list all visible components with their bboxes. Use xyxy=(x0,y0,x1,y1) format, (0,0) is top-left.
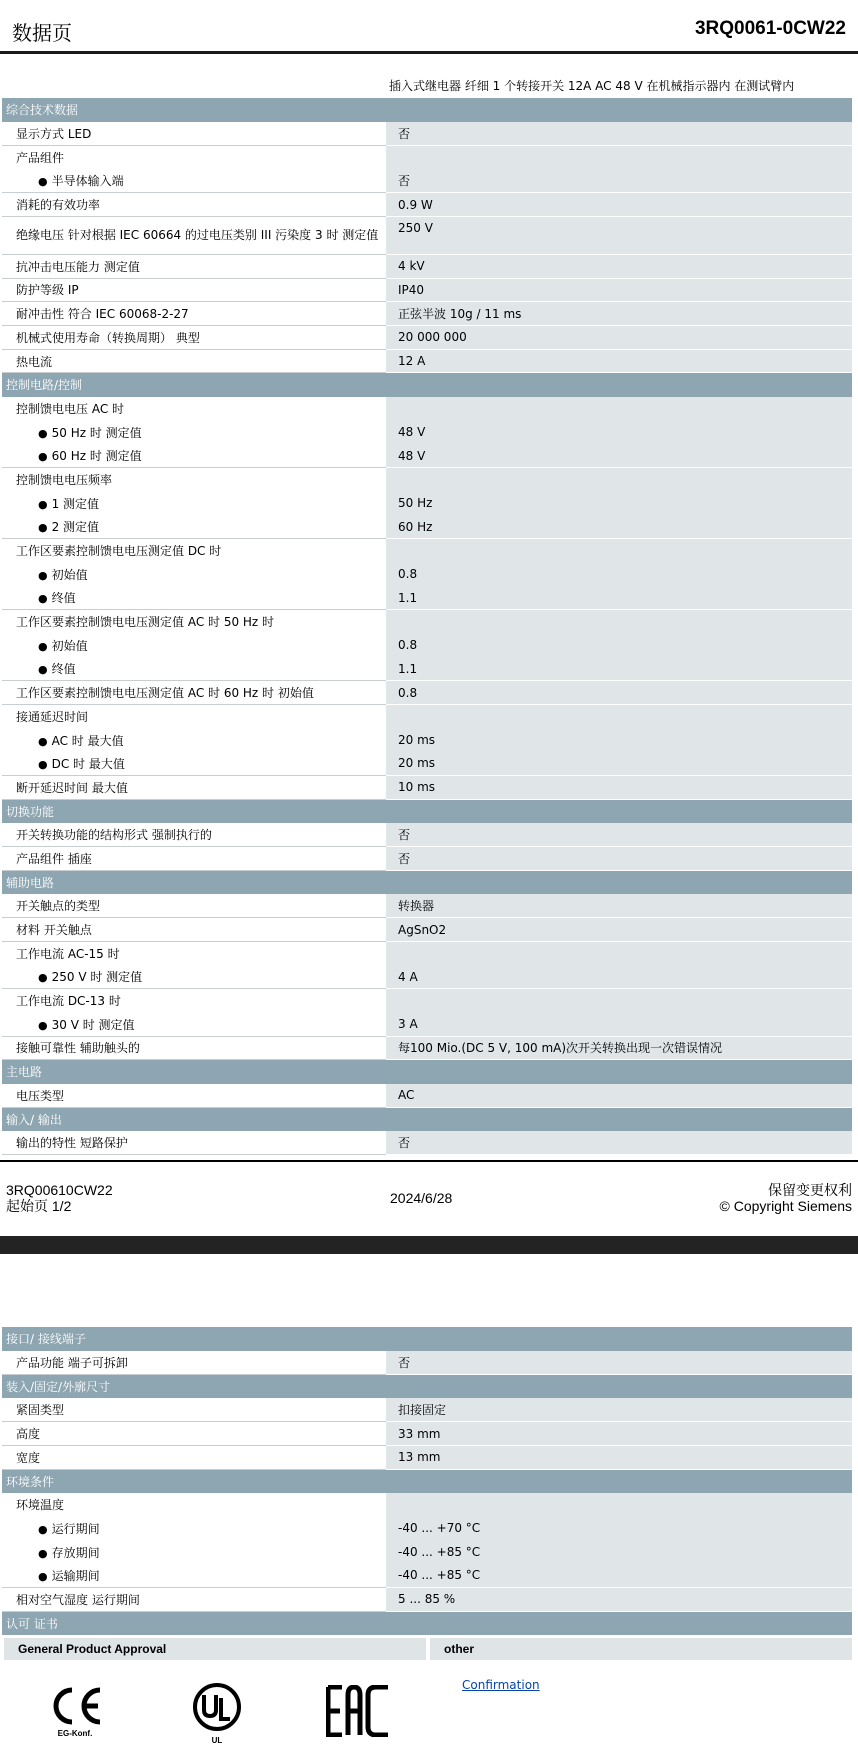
bullet-icon: ● xyxy=(38,1546,48,1560)
spec-value: 否 xyxy=(386,823,852,847)
spec-label-cell xyxy=(2,1351,386,1375)
spec-label-cell xyxy=(2,1422,386,1446)
spec-label-cell xyxy=(2,1588,386,1612)
spec-row xyxy=(2,444,852,468)
spec-value: 48 V xyxy=(386,444,852,468)
page-header xyxy=(0,0,858,54)
page-footer xyxy=(0,1178,858,1218)
spec-value: 5 ... 85 % xyxy=(386,1588,852,1612)
spec-value: 60 Hz xyxy=(386,515,852,539)
section-header xyxy=(2,1327,852,1351)
bullet-icon: ● xyxy=(38,426,48,440)
spec-row xyxy=(2,1012,852,1036)
certificate-header-row xyxy=(4,1638,852,1660)
spec-row xyxy=(2,1422,852,1446)
section-title: 切换功能 xyxy=(2,799,852,823)
spec-label-cell xyxy=(2,1517,386,1541)
spec-value: 48 V xyxy=(386,420,852,444)
section-title: 辅助电路 xyxy=(2,870,852,894)
bullet-icon: ● xyxy=(38,734,48,748)
spec-value xyxy=(386,145,852,169)
spec-row xyxy=(2,278,852,302)
spec-label: 控制馈电电压 AC 时 xyxy=(16,401,125,416)
spec-label-cell xyxy=(2,302,386,326)
spec-row xyxy=(2,586,852,610)
spec-label: 产品功能 端子可拆卸 xyxy=(16,1355,128,1370)
spec-label-cell xyxy=(2,941,386,965)
spec-label: 1 测定值 xyxy=(51,496,100,511)
spec-label: 绝缘电压 针对根据 IEC 60664 的过电压类别 III 污染度 3 时 测定值 xyxy=(16,227,379,242)
spec-label-cell xyxy=(2,823,386,847)
spec-value: 否 xyxy=(386,1351,852,1375)
spec-row xyxy=(2,193,852,217)
ul-mark-icon xyxy=(192,1682,242,1732)
spec-value: 正弦半波 10g / 11 ms xyxy=(386,302,852,326)
spec-label-cell xyxy=(2,705,386,729)
spec-row xyxy=(2,847,852,871)
spec-row xyxy=(2,776,852,800)
spec-label: 半导体输入端 xyxy=(51,174,124,189)
spec-label-cell xyxy=(2,633,386,657)
spec-label: 热电流 xyxy=(16,354,53,369)
spec-row xyxy=(2,468,852,492)
bullet-icon: ● xyxy=(38,497,48,511)
spec-label: 250 V 时 测定值 xyxy=(51,970,143,985)
bullet-icon: ● xyxy=(38,450,48,464)
certificate-col-general: General Product Approval xyxy=(4,1638,426,1660)
footer-page: 起始页 1/2 xyxy=(6,1198,72,1214)
spec-row xyxy=(2,657,852,681)
spec-row xyxy=(2,1084,852,1108)
spec-value: 3 A xyxy=(386,1012,852,1036)
spec-value: 1.1 xyxy=(386,586,852,610)
spec-row xyxy=(2,894,852,918)
section-header xyxy=(2,870,852,894)
spec-value: 50 Hz xyxy=(386,491,852,515)
section-header xyxy=(2,1060,852,1084)
spec-label: 工作电流 DC-13 时 xyxy=(16,994,121,1009)
spec-row xyxy=(2,989,852,1013)
spec-label: 开关转换功能的结构形式 强制执行的 xyxy=(16,828,212,843)
spec-value xyxy=(386,1493,852,1517)
spec-row xyxy=(2,728,852,752)
spec-value: 4 A xyxy=(386,965,852,989)
footer-date: 2024/6/28 xyxy=(390,1190,453,1206)
spec-row xyxy=(2,216,852,254)
spec-label: 2 测定值 xyxy=(51,520,100,535)
spec-row xyxy=(2,941,852,965)
spec-value: 4 kV xyxy=(386,254,852,278)
spec-label: 断开延迟时间 最大值 xyxy=(16,780,128,795)
section-header xyxy=(2,98,852,122)
spec-label: 工作区要素控制馈电电压测定值 AC 时 50 Hz 时 xyxy=(16,615,275,630)
spec-label-cell xyxy=(2,397,386,421)
spec-value: 12 A xyxy=(386,349,852,373)
spec-row xyxy=(2,349,852,373)
spec-row xyxy=(2,1564,852,1588)
spec-label: 终值 xyxy=(51,662,76,677)
footer-copyright: © Copyright Siemens xyxy=(719,1198,852,1214)
bullet-icon: ● xyxy=(38,639,48,653)
spec-label: 宽度 xyxy=(16,1450,41,1465)
spec-label-cell xyxy=(2,1084,386,1108)
spec-value: AgSnO2 xyxy=(386,918,852,942)
spec-label: 运行期间 xyxy=(51,1521,100,1536)
spec-label-cell xyxy=(2,122,386,146)
bullet-icon: ● xyxy=(38,1018,48,1032)
spec-row xyxy=(2,823,852,847)
spec-label-cell xyxy=(2,1445,386,1469)
section-header xyxy=(2,1469,852,1493)
spec-label: 开关触点的类型 xyxy=(16,899,101,914)
spec-label: DC 时 最大值 xyxy=(51,756,125,771)
spec-row xyxy=(2,397,852,421)
spec-row xyxy=(2,539,852,563)
page-title: 数据页 xyxy=(12,21,72,45)
spec-value xyxy=(386,705,852,729)
spec-label: 工作电流 AC-15 时 xyxy=(16,946,120,961)
spec-value: 33 mm xyxy=(386,1422,852,1446)
ce-mark-icon xyxy=(48,1686,104,1726)
spec-value: AC xyxy=(386,1084,852,1108)
spec-row xyxy=(2,169,852,193)
bullet-icon: ● xyxy=(38,663,48,677)
spec-row xyxy=(2,145,852,169)
spec-label: 相对空气湿度 运行期间 xyxy=(16,1592,140,1607)
section-title: 输入/ 输出 xyxy=(2,1107,852,1131)
spec-row xyxy=(2,705,852,729)
spec-label-cell xyxy=(2,169,386,193)
spec-label-cell xyxy=(2,468,386,492)
product-description: 插入式继电器 纤细 1 个转接开关 12A AC 48 V 在机械指示器内 在测试臂内 xyxy=(389,79,795,93)
ul-caption: UL xyxy=(211,1736,223,1745)
spec-label-cell xyxy=(2,989,386,1013)
spec-row xyxy=(2,491,852,515)
section-title: 装入/固定/外廓尺寸 xyxy=(2,1374,852,1398)
spec-value: -40 ... +85 °C xyxy=(386,1564,852,1588)
spec-label: 工作区要素控制馈电电压测定值 AC 时 60 Hz 时 初始值 xyxy=(16,686,314,701)
spec-label-cell xyxy=(2,444,386,468)
spec-value: 0.8 xyxy=(386,562,852,586)
spec-label-cell xyxy=(2,1564,386,1588)
spec-label-cell xyxy=(2,776,386,800)
footer-rights: 保留变更权利 xyxy=(768,1182,852,1198)
spec-row xyxy=(2,1398,852,1422)
spec-label: 终值 xyxy=(51,591,76,606)
bullet-icon: ● xyxy=(38,1569,48,1583)
spec-label: 存放期间 xyxy=(51,1545,100,1560)
spec-label-cell xyxy=(2,1493,386,1517)
spec-row xyxy=(2,752,852,776)
spec-label: 接通延迟时间 xyxy=(16,710,89,725)
spec-row xyxy=(2,254,852,278)
bullet-icon: ● xyxy=(38,521,48,535)
bullet-icon: ● xyxy=(38,175,48,189)
section-title: 主电路 xyxy=(2,1060,852,1084)
spec-label-cell xyxy=(2,491,386,515)
spec-row xyxy=(2,918,852,942)
eac-mark-icon xyxy=(326,1685,390,1737)
bullet-icon: ● xyxy=(38,971,48,985)
spec-label: AC 时 最大值 xyxy=(51,733,124,748)
spec-value: 20 000 000 xyxy=(386,326,852,350)
spec-row xyxy=(2,1445,852,1469)
spec-row xyxy=(2,1036,852,1060)
section-header xyxy=(2,373,852,397)
spec-label: 初始值 xyxy=(51,567,88,582)
spec-label-cell xyxy=(2,1540,386,1564)
spec-label: 防护等级 IP xyxy=(16,283,79,298)
spec-value: 否 xyxy=(386,122,852,146)
spec-value: 否 xyxy=(386,169,852,193)
spec-value: 0.8 xyxy=(386,633,852,657)
spec-row xyxy=(2,1131,852,1155)
spec-value: 250 V xyxy=(386,216,852,254)
section-title: 控制电路/控制 xyxy=(2,373,852,397)
spec-value: 否 xyxy=(386,847,852,871)
spec-label: 30 V 时 测定值 xyxy=(51,1017,135,1032)
spec-value: 20 ms xyxy=(386,728,852,752)
spec-row xyxy=(2,1351,852,1375)
spec-label: 材料 开关触点 xyxy=(16,923,92,938)
spec-label: 环境温度 xyxy=(16,1498,65,1513)
spec-value: 转换器 xyxy=(386,894,852,918)
spec-value: 20 ms xyxy=(386,752,852,776)
page-separator xyxy=(0,1236,858,1254)
spec-row xyxy=(2,1493,852,1517)
spec-value xyxy=(386,941,852,965)
spec-label-cell xyxy=(2,847,386,871)
spec-value xyxy=(386,610,852,634)
spec-row xyxy=(2,610,852,634)
certificate-col-other: other xyxy=(430,1638,852,1660)
spec-label-cell xyxy=(2,420,386,444)
spec-label-cell xyxy=(2,728,386,752)
ce-caption: EG-Konf. xyxy=(57,1729,93,1738)
spec-label: 高度 xyxy=(16,1427,41,1442)
spec-label: 消耗的有效功率 xyxy=(16,198,101,213)
spec-label: 50 Hz 时 测定值 xyxy=(51,425,142,440)
spec-value: IP40 xyxy=(386,278,852,302)
spec-label-cell xyxy=(2,1036,386,1060)
spec-value: 0.9 W xyxy=(386,193,852,217)
spec-row xyxy=(2,302,852,326)
spec-row xyxy=(2,681,852,705)
spec-label: 产品组件 xyxy=(16,150,65,165)
spec-label-cell xyxy=(2,1131,386,1155)
spec-label-cell xyxy=(2,1398,386,1422)
table-end-rule xyxy=(0,1160,858,1162)
spec-label-cell xyxy=(2,515,386,539)
spec-table-page-1 xyxy=(2,98,852,1155)
spec-label: 抗冲击电压能力 测定值 xyxy=(16,259,140,274)
spec-label: 接触可靠性 辅助触头的 xyxy=(16,1041,140,1056)
spec-row xyxy=(2,420,852,444)
spec-row xyxy=(2,1540,852,1564)
spec-label-cell xyxy=(2,326,386,350)
spec-label: 初始值 xyxy=(51,638,88,653)
spec-row xyxy=(2,326,852,350)
confirmation-link[interactable]: Confirmation xyxy=(462,1678,540,1692)
spec-label-cell xyxy=(2,657,386,681)
footer-code: 3RQ00610CW22 xyxy=(6,1182,113,1198)
spec-row xyxy=(2,633,852,657)
spec-value: 0.8 xyxy=(386,681,852,705)
product-code: 3RQ0061-0CW22 xyxy=(694,18,846,39)
spec-row xyxy=(2,1517,852,1541)
spec-value: 10 ms xyxy=(386,776,852,800)
section-header xyxy=(2,1107,852,1131)
spec-label-cell xyxy=(2,1012,386,1036)
spec-value xyxy=(386,468,852,492)
section-header xyxy=(2,799,852,823)
spec-label: 输出的特性 短路保护 xyxy=(16,1135,128,1150)
bullet-icon: ● xyxy=(38,1522,48,1536)
spec-label: 耐冲击性 符合 IEC 60068-2-27 xyxy=(16,307,189,322)
spec-value xyxy=(386,539,852,563)
bullet-icon: ● xyxy=(38,592,48,606)
section-title: 认可 证书 xyxy=(2,1611,852,1635)
spec-label: 产品组件 插座 xyxy=(16,851,92,866)
spec-label-cell xyxy=(2,193,386,217)
spec-label-cell xyxy=(2,681,386,705)
section-header xyxy=(2,1374,852,1398)
spec-label-cell xyxy=(2,539,386,563)
spec-value: -40 ... +85 °C xyxy=(386,1540,852,1564)
spec-value xyxy=(386,989,852,1013)
spec-label-cell xyxy=(2,610,386,634)
spec-label: 工作区要素控制馈电电压测定值 DC 时 xyxy=(16,544,222,559)
spec-label-cell xyxy=(2,145,386,169)
spec-label-cell xyxy=(2,965,386,989)
spec-row xyxy=(2,515,852,539)
spec-label: 紧固类型 xyxy=(16,1403,65,1418)
spec-label-cell xyxy=(2,278,386,302)
spec-table-page-2 xyxy=(2,1327,852,1635)
spec-label-cell xyxy=(2,254,386,278)
spec-label-cell xyxy=(2,216,386,254)
spec-label-cell xyxy=(2,752,386,776)
spec-label: 电压类型 xyxy=(16,1088,65,1103)
spec-label: 机械式使用寿命（转换周期） 典型 xyxy=(16,330,200,345)
section-header xyxy=(2,1611,852,1635)
spec-row xyxy=(2,122,852,146)
spec-value: 每100 Mio.(DC 5 V, 100 mA)次开关转换出现一次错误情况 xyxy=(386,1036,852,1060)
section-title: 环境条件 xyxy=(2,1469,852,1493)
spec-value: 扣接固定 xyxy=(386,1398,852,1422)
spec-value: 13 mm xyxy=(386,1445,852,1469)
section-title: 接口/ 接线端子 xyxy=(2,1327,852,1351)
spec-label: 控制馈电电压频率 xyxy=(16,473,113,488)
spec-row xyxy=(2,1588,852,1612)
bullet-icon: ● xyxy=(38,568,48,582)
spec-label-cell xyxy=(2,562,386,586)
spec-label: 运输期间 xyxy=(51,1568,100,1583)
spec-label: 60 Hz 时 测定值 xyxy=(51,449,142,464)
spec-row xyxy=(2,965,852,989)
spec-label-cell xyxy=(2,586,386,610)
spec-label: 显示方式 LED xyxy=(16,126,92,141)
spec-row xyxy=(2,562,852,586)
bullet-icon: ● xyxy=(38,757,48,771)
spec-label-cell xyxy=(2,918,386,942)
section-title: 综合技术数据 xyxy=(2,98,852,122)
spec-value: -40 ... +70 °C xyxy=(386,1517,852,1541)
spec-label-cell xyxy=(2,894,386,918)
spec-value: 1.1 xyxy=(386,657,852,681)
spec-label-cell xyxy=(2,349,386,373)
spec-value: 否 xyxy=(386,1131,852,1155)
spec-value xyxy=(386,397,852,421)
